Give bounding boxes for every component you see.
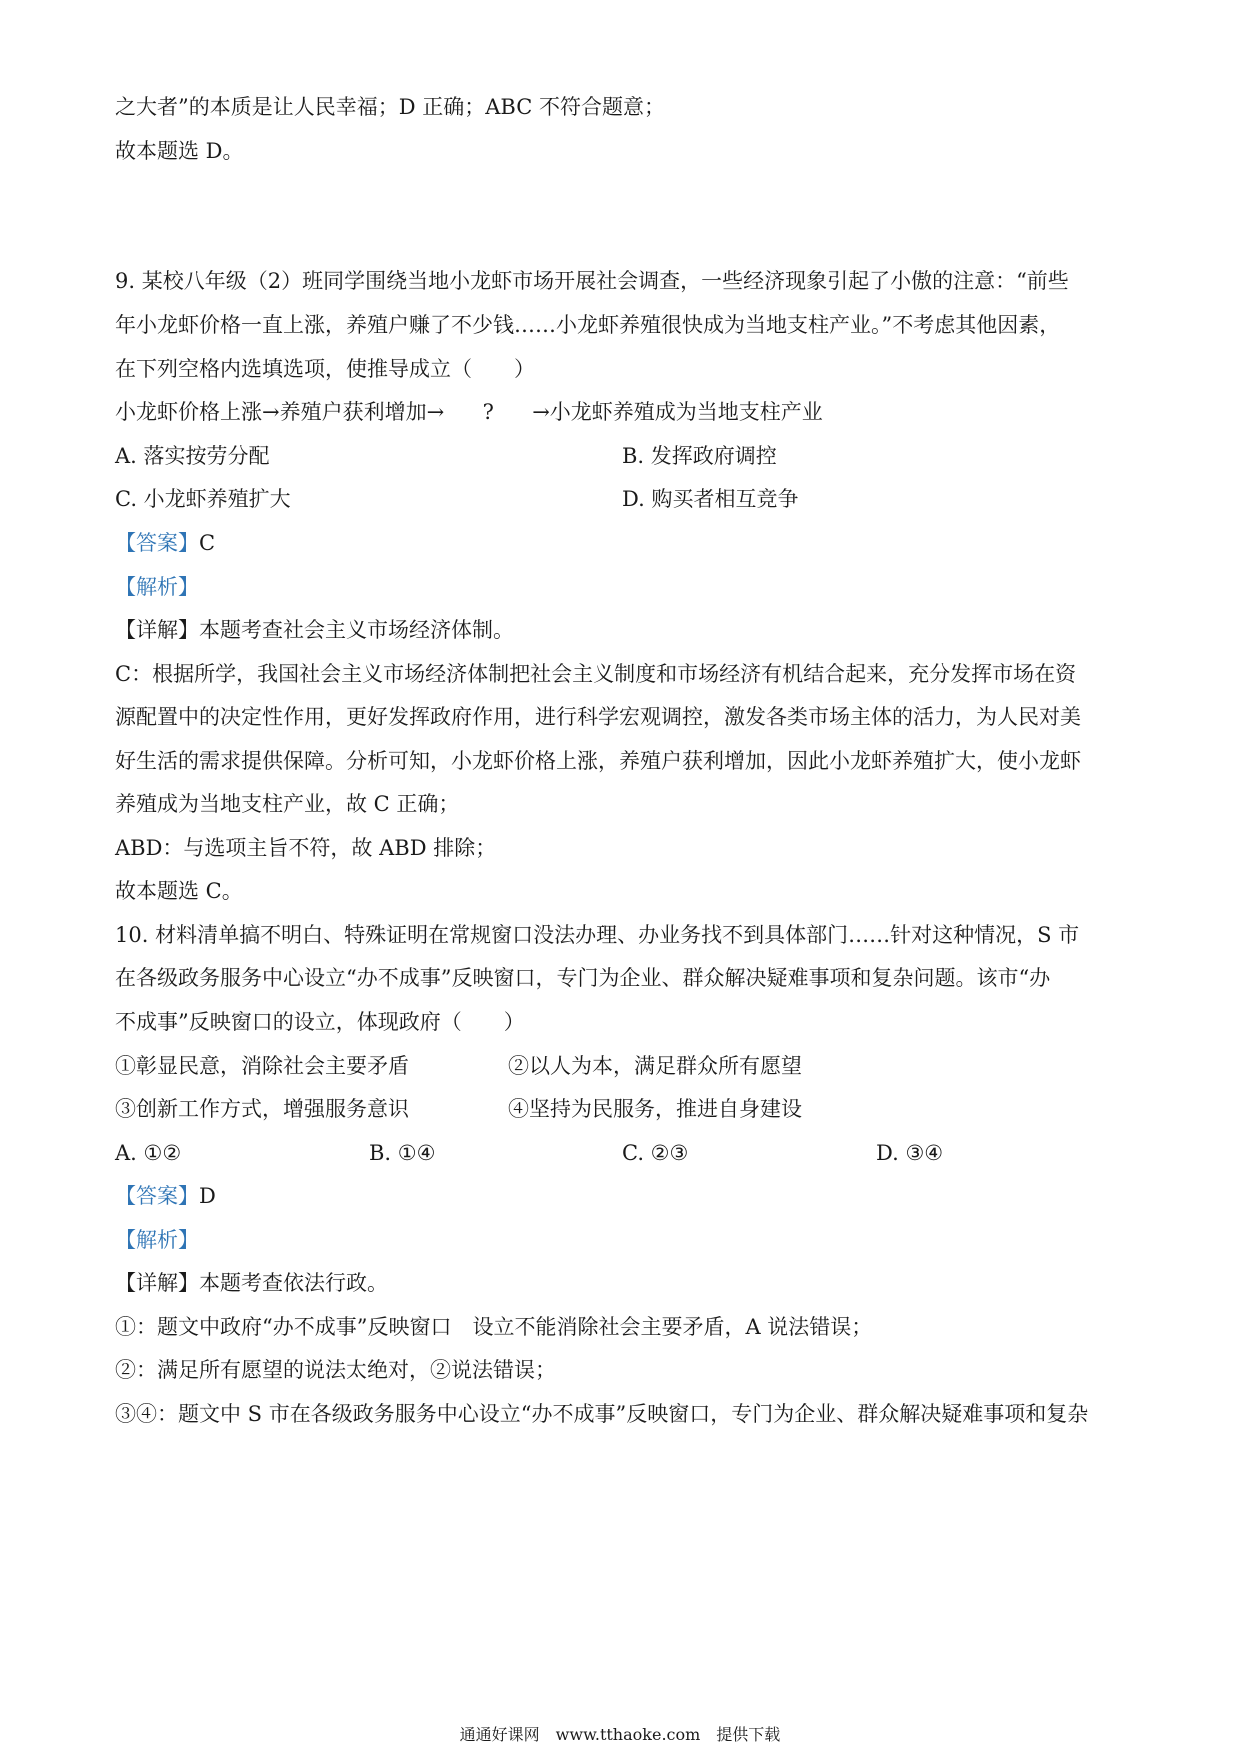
q9-stem-line-3: 在下列空格内选填选项，使推导成立（ ） bbox=[115, 357, 535, 381]
q9-conclusion: 故本题选 C。 bbox=[115, 879, 243, 903]
detail-text: 本题考查社会主义市场经济体制。 bbox=[199, 618, 514, 642]
q9-option-d: D. 购买者相互竞争 bbox=[622, 487, 799, 511]
q10-item-4: ④坚持为民服务，推进自身建设 bbox=[508, 1097, 802, 1121]
q9-option-c: C. 小龙虾养殖扩大 bbox=[115, 487, 291, 511]
q10-item-1: ①彰显民意，消除社会主要矛盾 bbox=[115, 1054, 409, 1078]
q10-item-3: ③创新工作方式，增强服务意识 bbox=[115, 1097, 409, 1121]
q10-explanation-line-3: ③④：题文中 S 市在各级政务服务中心设立“办不成事”反映窗口，专门为企业、群众解决疑难事项和复杂 bbox=[115, 1402, 1089, 1426]
q9-deduction-chain bbox=[115, 398, 823, 426]
q10-stem-line-1: 10. 材料清单搞不明白、特殊证明在常规窗口没法办理、办业务找不到具体部门……针对这种情况，S 市 bbox=[115, 923, 1080, 947]
chain-left: 小龙虾价格上涨→养殖户获利增加→ bbox=[115, 400, 445, 424]
answer-value: D bbox=[199, 1184, 216, 1208]
answer-value: C bbox=[199, 531, 216, 555]
q9-stem-line-1: 9. 某校八年级（2）班同学围绕当地小龙虾市场开展社会调查，一些经济现象引起了小傲的注意：“前些 bbox=[115, 269, 1069, 293]
q9-explanation-line-2: 源配置中的决定性作用，更好发挥政府作用，进行科学宏观调控，激发各类市场主体的活力，为人民对美 bbox=[115, 705, 1081, 729]
answer-tag: 【答案】 bbox=[115, 531, 199, 555]
q9-analysis-tag: 【解析】 bbox=[115, 575, 199, 599]
chain-blank: ? bbox=[482, 400, 494, 424]
q9-answer bbox=[115, 529, 215, 557]
q10-explanation-line-2: ②：满足所有愿望的说法太绝对，②说法错误； bbox=[115, 1358, 556, 1382]
q10-option-b: B. ①④ bbox=[369, 1141, 436, 1165]
q10-item-2: ②以人为本，满足群众所有愿望 bbox=[508, 1054, 802, 1078]
q10-option-c: C. ②③ bbox=[622, 1141, 689, 1165]
q9-stem-line-2: 年小龙虾价格一直上涨，养殖户赚了不少钱……小龙虾养殖很快成为当地支柱产业。”不考虑其他因素， bbox=[115, 313, 1061, 337]
q9-explanation-line-1: C：根据所学，我国社会主义市场经济体制把社会主义制度和市场经济有机结合起来，充分发挥市场在资 bbox=[115, 662, 1077, 686]
intro-line-2: 故本题选 D。 bbox=[115, 139, 244, 163]
q9-explanation-line-5: ABD：与选项主旨不符，故 ABD 排除； bbox=[115, 836, 497, 860]
q10-analysis-tag: 【解析】 bbox=[115, 1228, 199, 1252]
q9-explanation-line-4: 养殖成为当地支柱产业，故 C 正确； bbox=[115, 792, 460, 816]
answer-tag: 【答案】 bbox=[115, 1184, 199, 1208]
q9-option-b: B. 发挥政府调控 bbox=[622, 444, 777, 468]
q10-stem-line-3: 不成事”反映窗口的设立，体现政府（ ） bbox=[115, 1010, 525, 1034]
detail-tag: 【详解】 bbox=[115, 1271, 199, 1295]
detail-text: 本题考查依法行政。 bbox=[199, 1271, 388, 1295]
page-footer: 通通好课网 www.tthaoke.com 提供下载 bbox=[459, 1725, 781, 1744]
q10-option-a: A. ①② bbox=[115, 1141, 182, 1165]
q10-answer bbox=[115, 1182, 216, 1210]
chain-right: →小龙虾养殖成为当地支柱产业 bbox=[532, 400, 823, 424]
q10-option-d: D. ③④ bbox=[876, 1141, 944, 1165]
q10-explanation-line-1: ①：题文中政府“办不成事”反映窗口 设立不能消除社会主要矛盾，A 说法错误； bbox=[115, 1315, 873, 1339]
q9-option-a: A. 落实按劳分配 bbox=[115, 444, 270, 468]
q9-explanation-line-3: 好生活的需求提供保障。分析可知，小龙虾价格上涨，养殖户获利增加，因此小龙虾养殖扩大，使小龙虾 bbox=[115, 749, 1081, 773]
q10-stem-line-2: 在各级政务服务中心设立“办不成事”反映窗口，专门为企业、群众解决疑难事项和复杂问题。该市“办 bbox=[115, 966, 1051, 990]
q9-detail bbox=[115, 616, 514, 644]
detail-tag: 【详解】 bbox=[115, 618, 199, 642]
intro-line-1: 之大者”的本质是让人民幸福；D 正确；ABC 不符合题意； bbox=[115, 95, 665, 119]
q10-detail bbox=[115, 1269, 388, 1297]
